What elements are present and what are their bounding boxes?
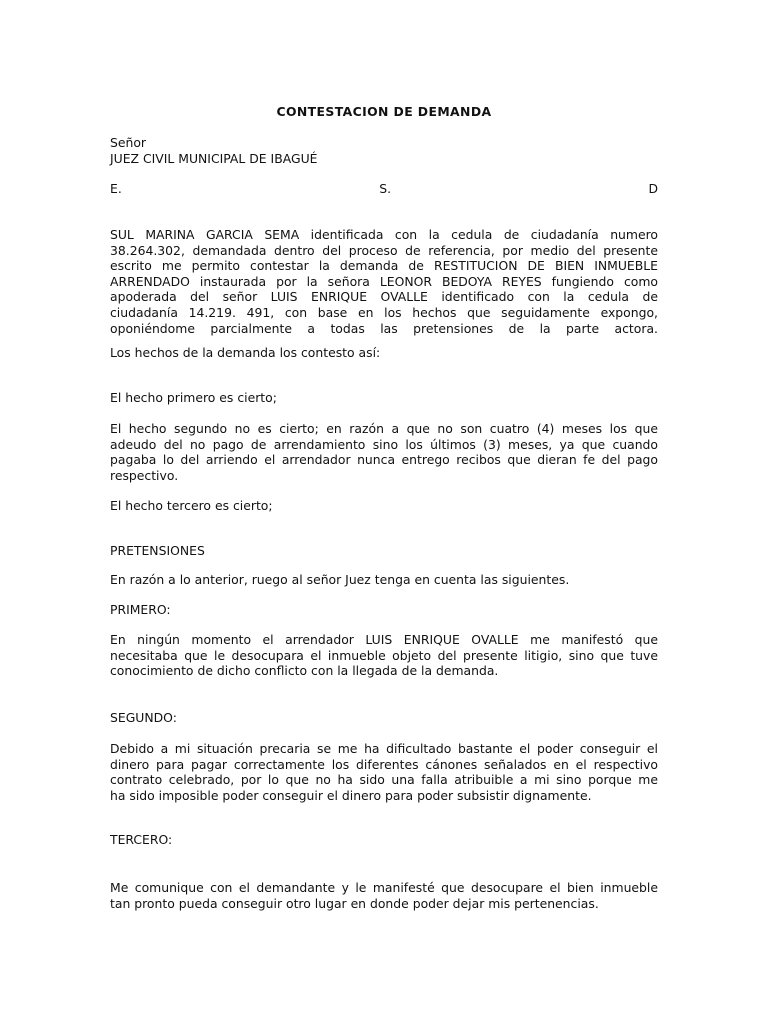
paragraph-line: Me comunique con el demandante y le manifesté que desocupare el bien inmueble xyxy=(110,880,658,895)
esd-s: S. xyxy=(379,181,392,196)
paragraph-line: adeudo del no pago de arrendamiento sino los últimos (3) meses, ya que cuando xyxy=(110,436,658,452)
paragraph-line: necesitaba que le desocupara el inmueble objeto del presente litigio, sino que tuve xyxy=(110,647,658,663)
primero-paragraph xyxy=(110,632,658,679)
esd-line xyxy=(110,181,658,197)
tercero-paragraph xyxy=(110,880,658,911)
paragraph-line: dinero para pagar correctamente los diferentes cánones señalados en el respectivo xyxy=(110,756,658,772)
segundo-heading: SEGUNDO: xyxy=(110,710,177,725)
segundo-paragraph xyxy=(110,741,658,803)
pretensiones-heading: PRETENSIONES xyxy=(110,543,205,558)
intro-paragraph xyxy=(110,227,658,336)
paragraph-line: ciudadanía 14.219. 491, con base en los hechos que seguidamente expongo, xyxy=(110,304,658,320)
paragraph-line: ha sido imposible poder conseguir el dinero para poder subsistir dignamente. xyxy=(110,787,592,803)
paragraph-line: 38.264.302, demandada dentro del proceso de referencia, por medio del presente xyxy=(110,242,658,258)
paragraph-line: conocimiento de dicho conflicto con la llegada de la demanda. xyxy=(110,663,499,679)
paragraph-line: En ningún momento el arrendador LUIS ENRIQUE OVALLE me manifestó que xyxy=(110,632,658,647)
paragraph-line: respectivo. xyxy=(110,467,179,483)
primero-heading: PRIMERO: xyxy=(110,602,171,617)
paragraph-line: SUL MARINA GARCIA SEMA identificada con la cedula de ciudadanía numero xyxy=(110,227,658,242)
addressee: JUEZ CIVIL MUNICIPAL DE IBAGUÉ xyxy=(110,151,318,166)
salutation: Señor xyxy=(110,135,147,150)
paragraph-line: apoderada del señor LUIS ENRIQUE OVALLE identificado con la cedula de xyxy=(110,289,658,305)
pretensiones-intro: En razón a lo anterior, ruego al señor Juez tenga en cuenta las siguientes. xyxy=(110,572,570,587)
paragraph-line: contrato celebrado, por lo que no ha sido una falla atribuible a mi sino porque me xyxy=(110,772,658,788)
hecho-primero: El hecho primero es cierto; xyxy=(110,390,277,405)
hecho-tercero: El hecho tercero es cierto; xyxy=(110,498,273,513)
tercero-heading: TERCERO: xyxy=(110,832,173,847)
hecho-segundo-paragraph xyxy=(110,421,658,483)
paragraph-line: oponiéndome parcialmente a todas las pretensiones de la parte actora. xyxy=(110,320,658,336)
paragraph-line: escrito me permito contestar la demanda de RESTITUCION DE BIEN INMUEBLE xyxy=(110,258,658,274)
esd-e: E. xyxy=(110,181,122,196)
paragraph-line: tan pronto pueda conseguir otro lugar en donde poder dejar mis pertenencias. xyxy=(110,895,599,911)
document-title: CONTESTACION DE DEMANDA xyxy=(276,104,492,119)
paragraph-line: pagaba lo del arriendo el arrendador nunca entrego recibos que dieran fe del pago xyxy=(110,452,658,468)
hechos-intro: Los hechos de la demanda los contesto así: xyxy=(110,345,381,360)
esd-d: D xyxy=(648,181,658,196)
paragraph-line: ARRENDADO instaurada por la señora LEONOR BEDOYA REYES fungiendo como xyxy=(110,273,658,289)
paragraph-line: Debido a mi situación precaria se me ha dificultado bastante el poder conseguir el xyxy=(110,741,658,756)
paragraph-line: El hecho segundo no es cierto; en razón a que no son cuatro (4) meses los que xyxy=(110,421,658,436)
